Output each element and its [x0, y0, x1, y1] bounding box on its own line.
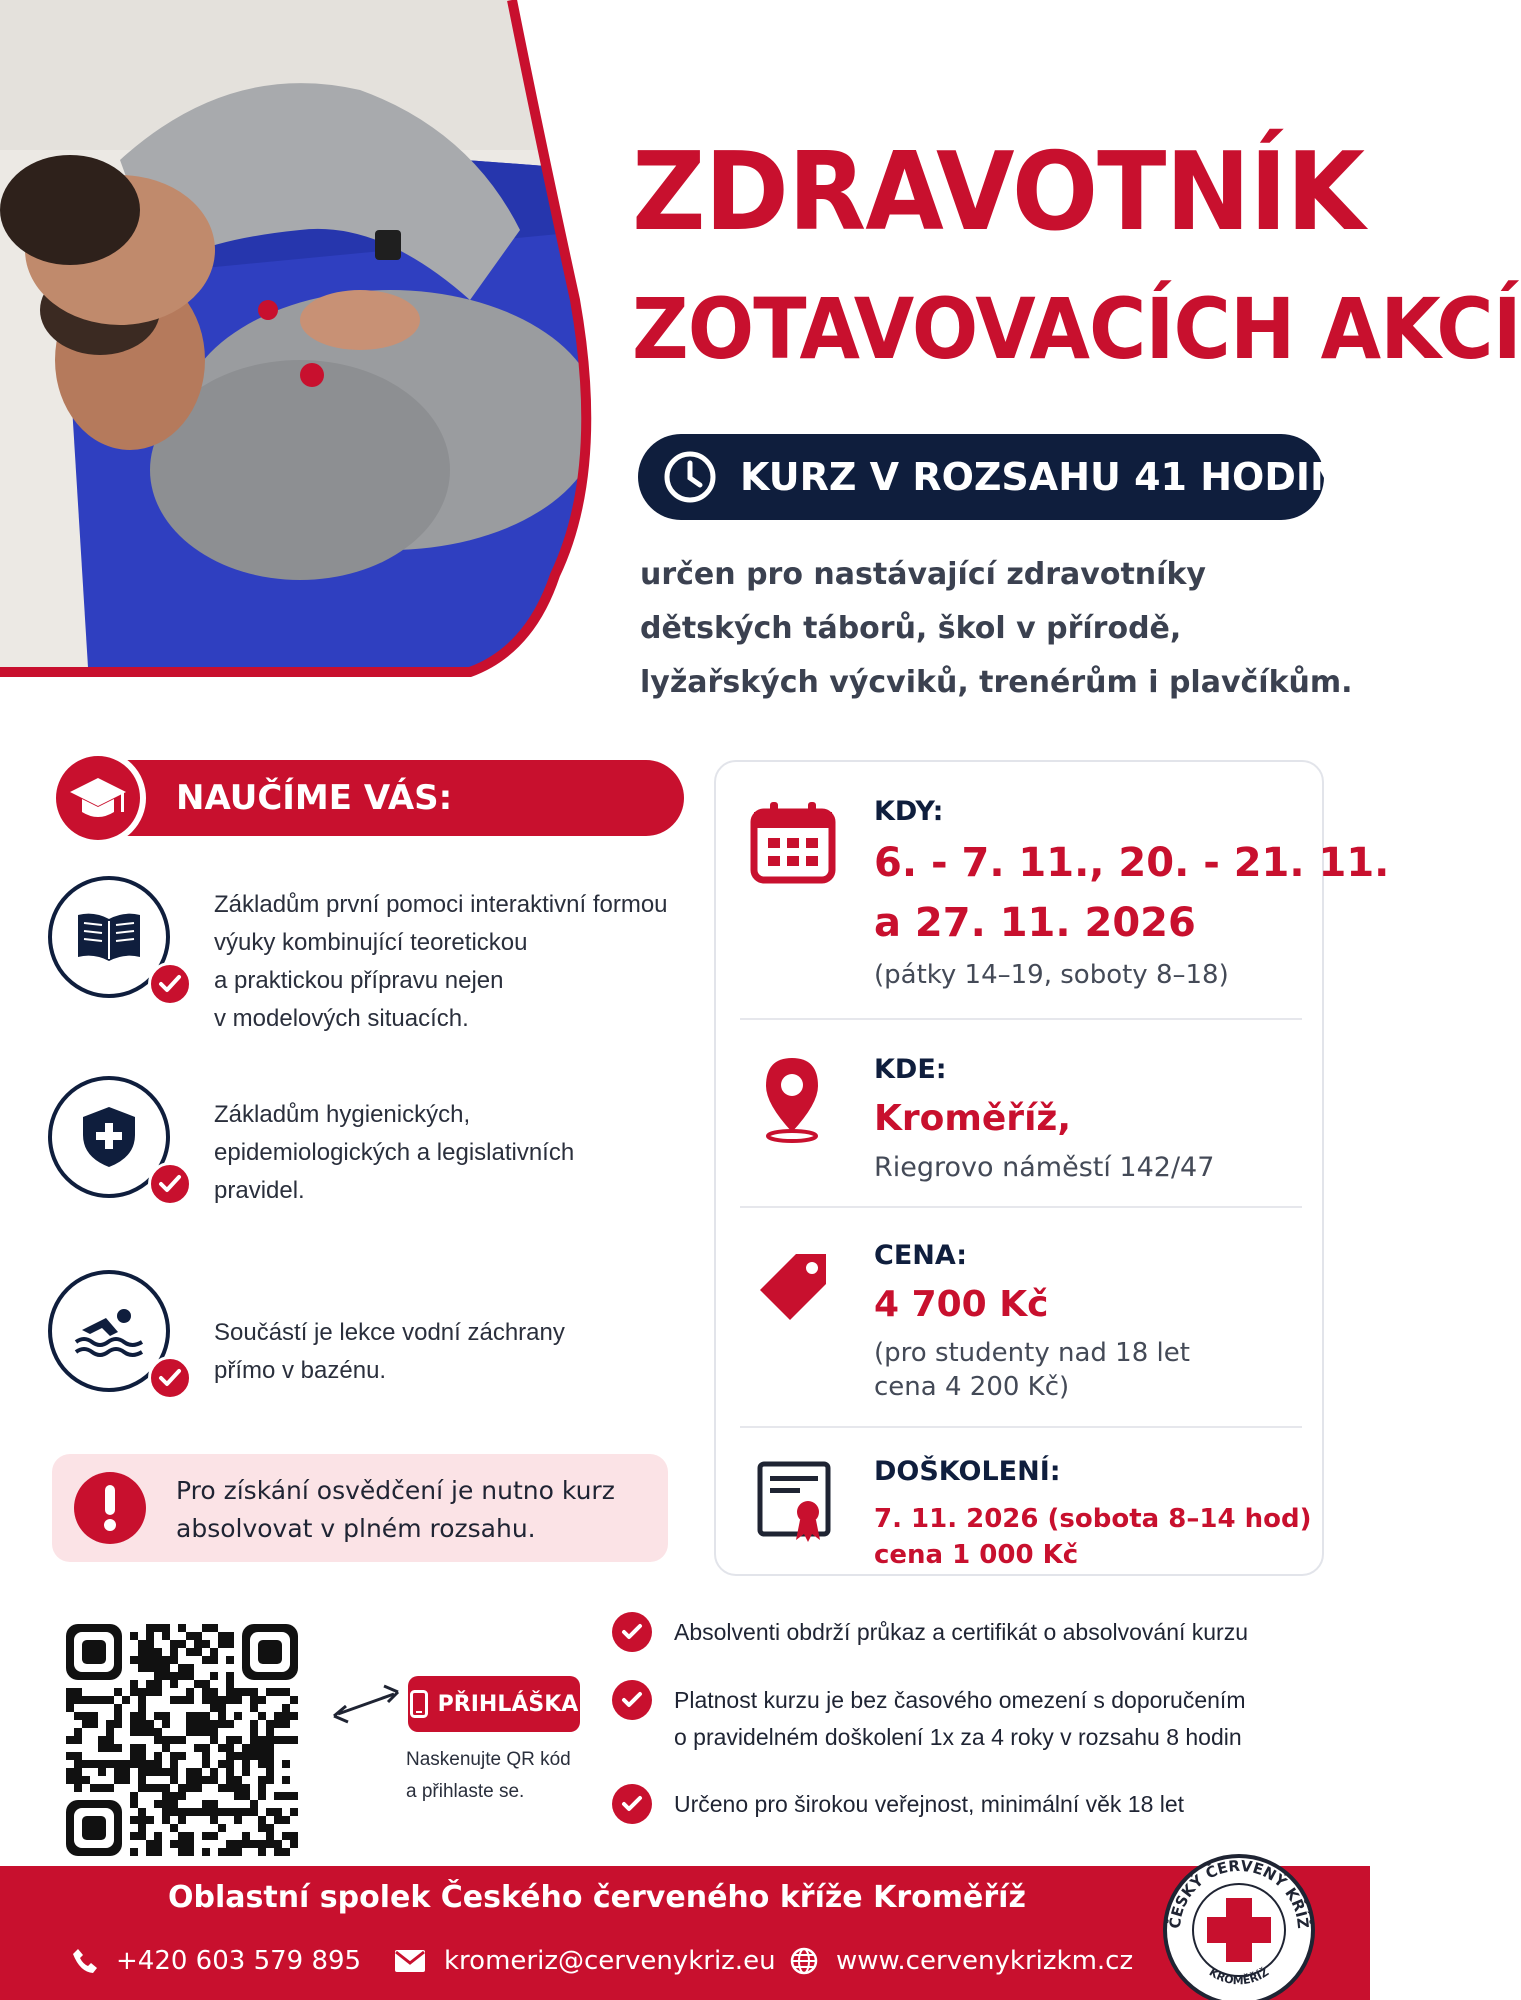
check-icon: [612, 1612, 652, 1652]
intro-line: určen pro nastávající zdravotníky: [640, 557, 1206, 592]
intro-text: [640, 548, 1360, 710]
phone-number: +420 603 579 895: [116, 1946, 362, 1976]
when-note: (pátky 14–19, soboty 8–18): [874, 960, 1229, 990]
double-arrow-icon: [330, 1680, 402, 1728]
contact-email[interactable]: [394, 1946, 776, 1976]
divider: [740, 1018, 1302, 1020]
location-pin-icon: [762, 1056, 822, 1142]
registration-qr-code[interactable]: [46, 1604, 318, 1876]
when-label: KDY:: [874, 796, 944, 827]
where-address: Riegrovo náměstí 142/47: [874, 1152, 1215, 1183]
check-icon: [612, 1784, 652, 1824]
learn-item-text: [214, 886, 668, 1038]
graduation-cap-icon: [50, 750, 146, 846]
learn-item-line: Součástí je lekce vodní záchrany: [214, 1319, 565, 1346]
qr-finder-pattern: [66, 1800, 122, 1856]
mail-icon: [394, 1949, 426, 1973]
learn-item: [48, 876, 698, 1032]
course-info-card: [714, 760, 1390, 1576]
refresher-price: cena 1 000 Kč: [874, 1540, 1079, 1570]
divider: [740, 1206, 1302, 1208]
price-value: 4 700 Kč: [874, 1284, 1049, 1325]
intro-line: lyžařských výcviků, trenérům i plavčíkům.: [640, 665, 1353, 700]
notice-line: Pro získání osvědčení je nutno kurz: [176, 1476, 615, 1505]
hero-photo: [0, 0, 620, 700]
website-url: www.cervenykrizkm.cz: [836, 1946, 1134, 1976]
learn-item-line: Základům hygienických,: [214, 1101, 471, 1128]
contact-web[interactable]: [790, 1946, 1133, 1976]
learn-item-line: a praktickou přípravu nejen: [214, 967, 504, 994]
benefit-text: Určeno pro širokou veřejnost, minimální věk 18 let: [674, 1791, 1185, 1817]
qr-finder-pattern: [66, 1624, 122, 1680]
learn-item-text: [214, 1096, 574, 1210]
learn-item: [48, 1076, 698, 1226]
intro-line: dětských táborů, škol v přírodě,: [640, 611, 1182, 646]
benefit-text: o pravidelném doškolení 1x za 4 roky v rozsahu 8 hodin: [674, 1724, 1242, 1750]
learn-item-text: [214, 1314, 565, 1390]
certificate-icon: [756, 1460, 832, 1544]
notice-line: absolvovat v plném rozsahu.: [176, 1514, 536, 1543]
where-city: Kroměříž,: [874, 1098, 1072, 1139]
where-label: KDE:: [874, 1054, 947, 1085]
scan-line: a přihlaste se.: [406, 1781, 525, 1802]
apply-button[interactable]: [408, 1676, 580, 1732]
phone-icon: [410, 1690, 428, 1718]
exclamation-icon: [74, 1472, 146, 1544]
learn-item-line: Základům první pomoci interaktivní formou: [214, 891, 668, 918]
learn-item: [48, 1270, 698, 1420]
benefit-text: Platnost kurzu je bez časového omezení s doporučením: [674, 1687, 1246, 1713]
divider: [740, 1426, 1302, 1428]
price-label: CENA:: [874, 1240, 968, 1271]
learn-item-line: pravidel.: [214, 1177, 305, 1204]
check-icon: [612, 1680, 652, 1720]
when-dates-line-2: a 27. 11. 2026: [874, 900, 1196, 946]
when-dates-line-1: 6. - 7. 11., 20. - 21. 11.: [874, 840, 1390, 886]
notice-text: [176, 1472, 615, 1548]
benefit-text: Absolventi obdrží průkaz a certifikát o absolvování kurzu: [674, 1619, 1249, 1645]
price-note-line-1: (pro studenty nad 18 let: [874, 1338, 1190, 1368]
contact-phone[interactable]: [72, 1946, 361, 1976]
logo-text-top: ČESKÝ ČERVENÝ KŘÍŽ: [1165, 1856, 1313, 1930]
learn-item-line: v modelových situacích.: [214, 1005, 469, 1032]
organization-name: Oblastní spolek Českého červeného kříže Kroměříž: [168, 1880, 1026, 1915]
scan-line: Naskenujte QR kód: [406, 1749, 571, 1770]
learn-section-title: NAUČÍME VÁS:: [176, 778, 453, 818]
email-address: kromeriz@cervenykriz.eu: [444, 1946, 776, 1976]
learn-item-line: výuky kombinující teoretickou: [214, 929, 528, 956]
refresher-date: 7. 11. 2026 (sobota 8–14 hod): [874, 1504, 1312, 1534]
price-tag-icon: [756, 1250, 830, 1324]
price-note-line-2: cena 4 200 Kč): [874, 1372, 1070, 1402]
scan-instructions: [406, 1744, 571, 1808]
learn-item-line: epidemiologických a legislativních: [214, 1139, 575, 1166]
calendar-icon: [750, 800, 836, 884]
refresher-label: DOŠKOLENÍ:: [874, 1456, 1061, 1487]
phone-icon: [72, 1948, 98, 1974]
learn-item-line: přímo v bazénu.: [214, 1357, 387, 1384]
logo-text-bottom: KROMĚŘÍŽ: [1206, 1965, 1272, 1988]
page-title-line-1: ZDRAVOTNÍK: [632, 130, 1365, 255]
apply-button-label: PŘIHLÁŠKA: [437, 1691, 579, 1717]
course-duration-label: KURZ V ROZSAHU 41 HODIN: [740, 455, 1342, 499]
certificate-notice: [52, 1454, 668, 1562]
clock-icon: [662, 449, 718, 505]
check-icon: [148, 962, 192, 1006]
learn-section-header: [52, 760, 684, 836]
course-duration-badge: [638, 434, 1342, 520]
page-title-line-2: ZOTAVOVACÍCH AKCÍ: [632, 280, 1521, 378]
globe-icon: [790, 1947, 818, 1975]
check-icon: [148, 1356, 192, 1400]
check-icon: [148, 1162, 192, 1206]
qr-finder-pattern: [242, 1624, 298, 1680]
red-cross-logo: [1154, 1850, 1324, 2000]
